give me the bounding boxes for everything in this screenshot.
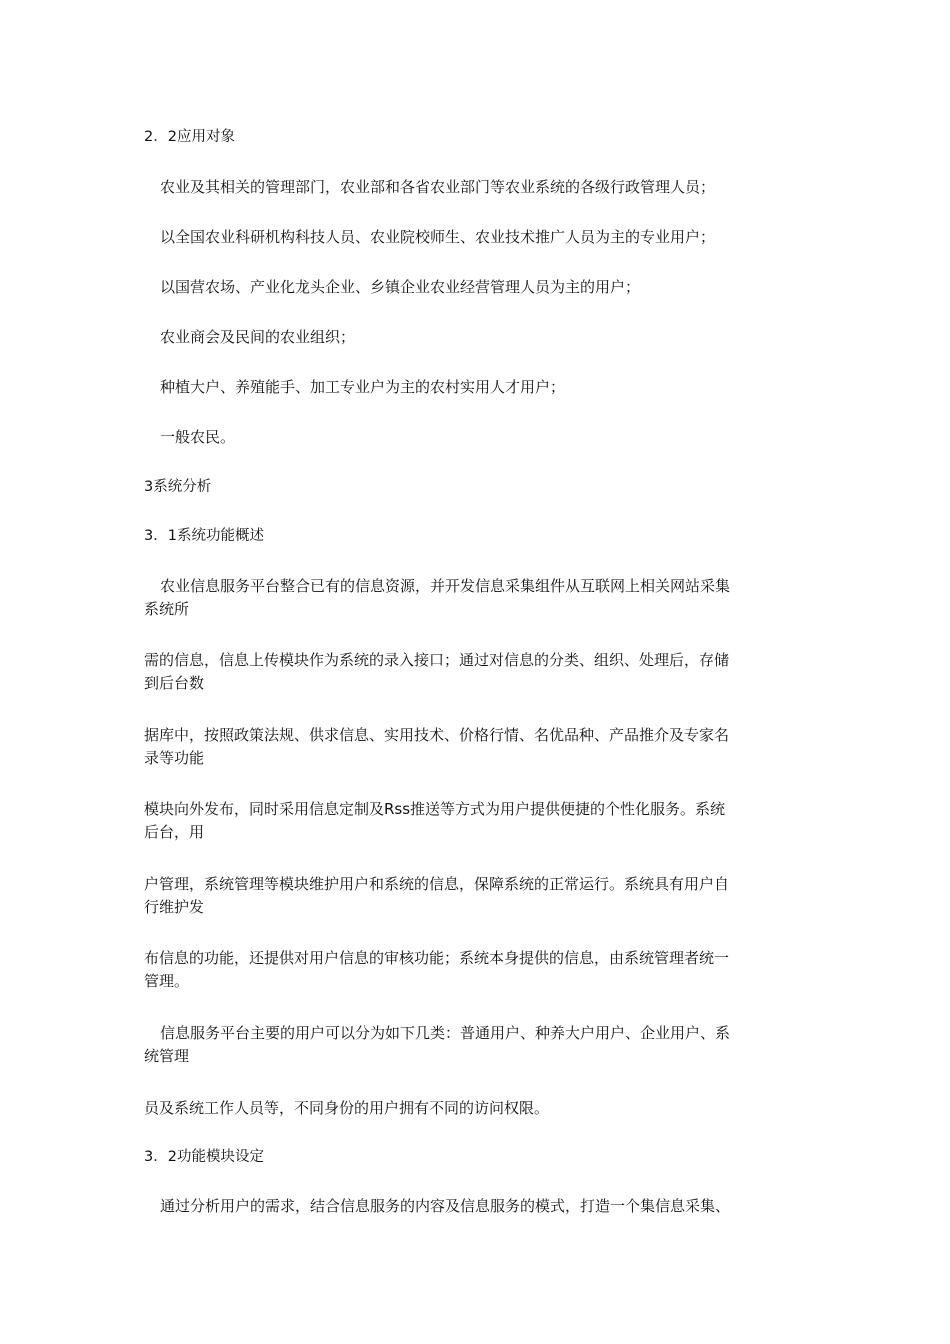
- audience-item: 以全国农业科研机构科技人员、农业院校师生、农业技术推广人员为主的专业用户；: [160, 228, 716, 246]
- audience-item: 农业商会及民间的农业组织；: [160, 328, 356, 346]
- audience-item: 农业及其相关的管理部门，农业部和各省农业部门等农业系统的各级行政管理人员；: [160, 178, 716, 196]
- paragraph-line: 到后台数: [144, 674, 205, 692]
- audience-item: 种植大户、养殖能手、加工专业户为主的农村实用人才用户；: [160, 378, 566, 396]
- paragraph-line: 后台，用: [144, 823, 205, 841]
- paragraph-line: 管理。: [144, 972, 190, 990]
- paragraph-line: 据库中，按照政策法规、供求信息、实用技术、价格行情、名优品种、产品推介及专家名: [144, 726, 730, 744]
- paragraph-line: 行维护发: [144, 898, 205, 916]
- section-heading-3-1: 3．1系统功能概述: [144, 528, 264, 544]
- paragraph-line: 信息服务平台主要的用户可以分为如下几类：普通用户、种养大户用户、企业用户、系: [160, 1024, 731, 1042]
- paragraph-line: 户管理，系统管理等模块维护用户和系统的信息，保障系统的正常运行。系统具有用户自: [144, 875, 730, 893]
- section-heading-3: 3系统分析: [144, 479, 212, 495]
- paragraph-line: 需的信息，信息上传模块作为系统的录入接口；通过对信息的分类、组织、处理后，存储: [144, 651, 730, 669]
- audience-item: 一般农民。: [160, 428, 236, 446]
- audience-item: 以国营农场、产业化龙头企业、乡镇企业农业经营管理人员为主的用户；: [160, 278, 641, 296]
- paragraph-line: 员及系统工作人员等，不同身份的用户拥有不同的访问权限。: [144, 1099, 550, 1117]
- paragraph-line: 系统所: [144, 600, 190, 618]
- paragraph-line: 录等功能: [144, 749, 205, 767]
- paragraph-line: 统管理: [144, 1047, 190, 1065]
- paragraph-line: 模块向外发布，同时采用信息定制及Rss推送等方式为用户提供便捷的个性化服务。系统: [144, 800, 726, 818]
- paragraph-line: 通过分析用户的需求，结合信息服务的内容及信息服务的模式，打造一个集信息采集、: [160, 1197, 731, 1215]
- section-heading-2-2: 2．2应用对象: [144, 129, 235, 145]
- paragraph-line: 农业信息服务平台整合已有的信息资源，并开发信息采集组件从互联网上相关网站采集: [160, 577, 731, 595]
- paragraph-line: 布信息的功能，还提供对用户信息的审核功能；系统本身提供的信息，由系统管理者统一: [144, 949, 730, 967]
- section-heading-3-2: 3．2功能模块设定: [144, 1149, 264, 1165]
